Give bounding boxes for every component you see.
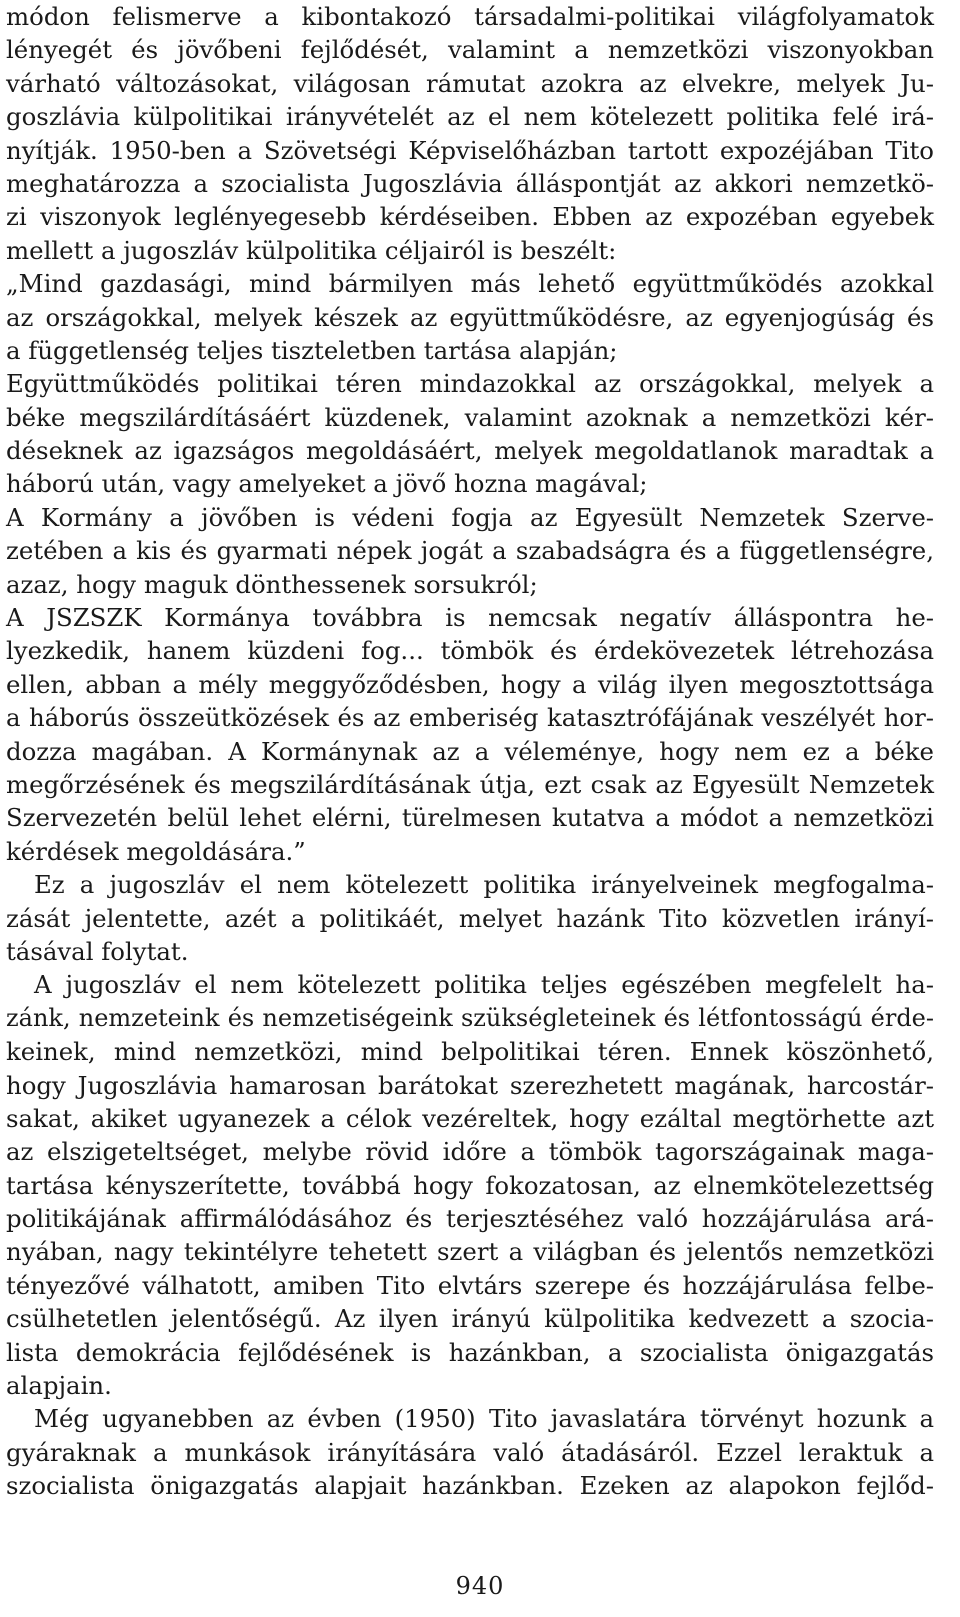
text-line: a függetlenség teljes tiszteletben tartása alapján; <box>6 335 618 365</box>
text-line: az elszigeteltséget, melybe rövid időre a tömbök tagországainak maga- <box>6 1137 934 1167</box>
text-line: politikájának affirmálódásához és terjesztéséhez való hozzájárulása ará- <box>6 1204 934 1234</box>
text-line: zi viszonyok leglényegesebb kérdéseiben. Ebben az expozéban egyebek <box>6 202 934 232</box>
text-line: béke megszilárdításáért küzdenek, valamint azoknak a nemzetközi kér- <box>6 402 934 432</box>
text-line: goszlávia külpolitikai irányvételét az el nem kötelezett politika felé irá- <box>6 102 934 132</box>
text-line: dozza magában. A Kormánynak az a véleménye, hogy nem ez a béke <box>6 736 934 766</box>
text-line: szocialista önigazgatás alapjait hazánkban. Ezeken az alapokon fejlőd- <box>6 1471 934 1501</box>
text-line: lista demokrácia fejlődésének is hazánkban, a szocialista önigazgatás <box>6 1337 934 1367</box>
text-line: az országokkal, melyek készek az együttműködésre, az egyenjogúság és <box>6 302 934 332</box>
text-line: alapjain. <box>6 1371 112 1401</box>
text-line: kérdések megoldására.” <box>6 836 306 866</box>
text-line: csülhetetlen jelentőségű. Az ilyen irányú külpolitika kedvezett a szocia- <box>6 1304 934 1334</box>
text-line: lyezkedik, hanem küzdeni fog... tömbök és érdekövezetek létrehozása <box>6 636 934 666</box>
text-line: Szervezetén belül lehet elérni, türelmesen kutatva a módot a nemzetközi <box>6 803 934 833</box>
text-line: várható változásokat, világosan rámutat azokra az elvekre, melyek Ju- <box>6 68 934 98</box>
text-line: tartása kényszerítette, továbbá hogy fokozatosan, az elnemkötelezettség <box>6 1170 934 1200</box>
text-line: zánk, nemzeteink és nemzetiségeink szükségleteinek és létfontosságú érde- <box>6 1003 934 1032</box>
text-line: meghatározza a szocialista Jugoszlávia álláspontját az akkori nemzetkö- <box>6 168 934 198</box>
text-line: déseknek az igazságos megoldásáért, melyek megoldatlanok maradtak a <box>6 436 934 466</box>
text-line: zását jelentette, azét a politikáét, melyet hazánk Tito közvetlen irányí- <box>6 903 934 933</box>
text-line: nyítják. 1950-ben a Szövetségi Képviselőházban tartott expozéjában Tito <box>6 135 934 165</box>
text-line: megőrzésének és megszilárdításának útja, ezt csak az Egyesült Nemzetek <box>6 769 934 799</box>
text-line: Még ugyanebben az évben (1950) Tito javaslatára törvényt hozunk a <box>34 1404 934 1434</box>
text-line: zetében a kis és gyarmati népek jogát a szabadságra és a függetlenségre, <box>6 536 934 566</box>
text-line: tásával folytat. <box>6 936 189 966</box>
text-line: „Mind gazdasági, mind bármilyen más lehető együttműködés azokkal <box>6 269 934 299</box>
body-text <box>6 0 934 1503</box>
text-line: A JSZSZK Kormánya továbbra is nemcsak negatív álláspontra he- <box>6 603 934 633</box>
text-line: sakat, akiket ugyanezek a célok vezéreltek, hogy ezáltal megtörhette azt <box>6 1103 934 1133</box>
text-line: lényegét és jövőbeni fejlődését, valamint a nemzetközi viszonyokban <box>6 35 934 65</box>
text-line: keinek, mind nemzetközi, mind belpolitikai téren. Ennek köszönhető, <box>6 1037 934 1067</box>
text-line: azaz, hogy maguk dönthessenek sorsukról; <box>6 569 538 599</box>
text-line: tényezővé válhatott, amiben Tito elvtárs szerepe és hozzájárulása felbe- <box>6 1270 934 1300</box>
text-line: módon felismerve a kibontakozó társadalmi-politikai világfolyamatok <box>6 2 934 31</box>
text-line: A jugoszláv el nem kötelezett politika teljes egészében megfelelt ha- <box>34 970 934 1000</box>
text-line: nyában, nagy tekintélyre tehetett szert a világban és jelentős nemzetközi <box>6 1237 934 1267</box>
text-line: Ez a jugoszláv el nem kötelezett politika irányelveinek megfogalma- <box>34 870 934 900</box>
text-line: hogy Jugoszlávia hamarosan barátokat szerezhetett magának, harcostár- <box>6 1070 934 1100</box>
text-line: gyáraknak a munkások irányítására való átadásáról. Ezzel leraktuk a <box>6 1437 934 1467</box>
text-line: ellen, abban a mély meggyőződésben, hogy a világ ilyen megosztottsága <box>6 669 934 699</box>
text-line: A Kormány a jövőben is védeni fogja az Egyesült Nemzetek Szerve- <box>6 502 934 532</box>
page-number: 940 <box>455 1572 505 1600</box>
text-line: Együttműködés politikai téren mindazokkal az országokkal, melyek a <box>6 369 934 399</box>
text-line: a háborús összeütközések és az emberiség katasztrófájának veszélyét hor- <box>6 703 934 733</box>
text-line: mellett a jugoszláv külpolitika céljairól is beszélt: <box>6 235 617 265</box>
text-line: háború után, vagy amelyeket a jövő hozna magával; <box>6 469 648 499</box>
